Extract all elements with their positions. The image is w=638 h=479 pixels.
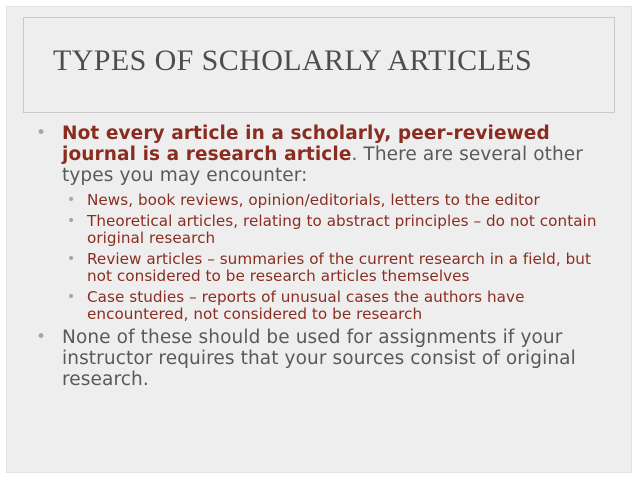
bullet-dot-icon: • <box>67 213 76 229</box>
sub-bullet-text: Review articles – summaries of the current research in a field, but not considered to be research articles themselves <box>87 250 591 285</box>
sub-bullet <box>36 289 611 323</box>
sub-bullet <box>36 251 611 285</box>
bullet-text: . There are several other types you may encounter: <box>62 144 583 186</box>
bullet-text: None of these should be used for assignments if your instructor requires that your sources consist of original research. <box>62 327 576 390</box>
sub-bullet-text: News, book reviews, opinion/editorials, letters to the editor <box>87 191 540 209</box>
bullet-point <box>36 327 611 390</box>
bullet-dot-icon: • <box>67 192 76 208</box>
sub-bullet-text: Theoretical articles, relating to abstract principles – do not contain original research <box>87 212 597 247</box>
bullet-dot-icon: • <box>36 123 47 143</box>
slide-content <box>36 123 611 390</box>
bullet-dot-icon: • <box>36 327 47 347</box>
bullet-dot-icon: • <box>67 251 76 267</box>
bullet-point <box>36 123 611 186</box>
sub-bullet <box>36 213 611 247</box>
bullet-dot-icon: • <box>67 289 76 305</box>
sub-bullet-text: Case studies – reports of unusual cases the authors have encountered, not considered to be research <box>87 288 525 323</box>
slide-title: TYPES OF SCHOLARLY ARTICLES <box>53 44 533 77</box>
bullet-emphasis: Not every article in a scholarly, peer-reviewed journal is a research article <box>62 123 550 165</box>
slide <box>6 6 632 473</box>
sub-bullet-list <box>36 192 611 323</box>
sub-bullet <box>36 192 611 209</box>
